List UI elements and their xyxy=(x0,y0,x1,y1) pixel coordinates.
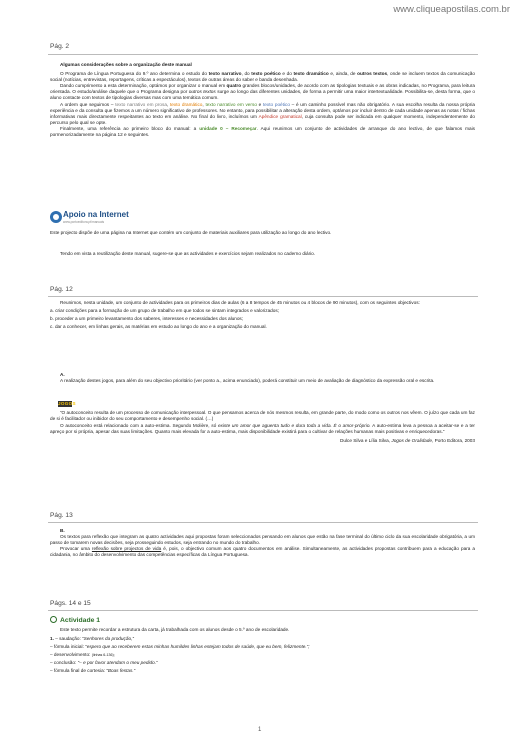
section-header-pag12: Pág. 12 xyxy=(50,286,73,293)
quote-block xyxy=(50,410,475,444)
pag2-paragraph-2: Dando cumprimento a esta determinação, optámos por organizar o manual em quatro grandes blocos/unidades, de acordo com as tipologias textuais e as obras indicadas, no Programa, para leitura orientada. O estudo/análise daquele que o Programa designa por outros textos surge ao longo das diferentes unidades, de forma a permitir uma maior intertextualidade. Possibilita-se, desta forma, que o aluno contacte com textos de tipologias diversas mas com uma temática comum. xyxy=(50,83,475,101)
letter-structure-line: – desenvolvimento: (linhas 6-136); xyxy=(50,652,115,658)
quote-paragraph-1: “O autoconceito resulta de um processo de comunicação interpessoal. O que pensamos acerca de nós mesmos resulta, em grande parte, do modo como os outros nos vêem. O juízo que cada um faz de si é facilitador ou inibidor do seu comportamento e desempenho social. (…) xyxy=(50,410,475,422)
pag13-paragraph-2: Provocar uma reflexão sobre projectos de vida é, pois, o objectivo comum aos quatro documentos em análise. Simultaneamente, as actividades propostas contribuem para a educação para a cidadania, no âmbito do desenvolvimento das competências específicas da Língua Portuguesa. xyxy=(50,546,475,558)
pag1415-block xyxy=(50,627,475,675)
activity-title: Actividade 1 xyxy=(50,616,100,624)
letter-structure-line: – fórmula inicial: “espero que ao receberem estas minhas humildes linhas estejam todos de saúde, que eu bem, felizmente.”; xyxy=(50,644,310,650)
pag13-block xyxy=(50,528,475,558)
globe-icon xyxy=(50,211,62,223)
pag2-heading: Algumas considerações sobre a organização deste manual xyxy=(60,62,192,67)
letter-structure-line: – fórmula final de cortesia: “Boas festas.” xyxy=(50,668,136,674)
jogos-tag: JOGOS xyxy=(58,401,76,406)
label-a: A. xyxy=(60,372,65,377)
letter-structure-line: 1. – saudação: “Senhores da produção,” xyxy=(50,636,134,642)
list-item: b. proceder a um primeiro levantamento dos saberes, interesses e necessidades dos alunos; xyxy=(50,316,244,322)
pag2-paragraph-3: A ordem que seguimos – texto narrativo em prosa, texto dramático, texto narrativo em verso e texto poético – é um caminho possível mas não obrigatório. A sua escolha resulta da nossa própria experiência e da consulta que fizemos a um número significativo de professores. No entanto, para possibilitar a alteração desta ordem, optámos por incluir dentro de cada unidade apenas as notas / fichas informativas mais directamente respeitantes ao texto em análise. No final do livro, incluímos um Apêndice gramatical, cuja consulta pode ser indicada em qualquer momento, independentemente do percurso pelo qual se opte. xyxy=(50,101,476,125)
divider xyxy=(48,54,478,55)
circle-bullet-icon xyxy=(50,616,57,623)
pag1415-paragraph-1: Este texto permite recordar a estrutura da carta, já trabalhada com os alunos desde o 5.º ano de escolaridade. xyxy=(60,627,290,632)
label-b: B. xyxy=(60,528,65,533)
quote-paragraph-2: O autoconceito está relacionado com a auto-estima. Segundo Molière, só existe um amor que aguenta tudo e dura toda a vida. É o amor-próprio. A auto-estima leva a pessoa a aceitar-se e a ter apreço por si própria, apesar das suas limitações. Quanto mais elevada for a auto-estima, mais disponibilidade existirá para o cultivar de relações humanas mais positivas e enriquecedoras.” xyxy=(50,423,475,435)
pag12-block xyxy=(50,300,475,330)
logo-title: Apoio na Internet xyxy=(63,210,129,219)
divider xyxy=(48,296,478,297)
pag12-section-a xyxy=(50,372,475,384)
divider xyxy=(48,610,478,611)
list-item: a. criar condições para a formação de um grupo de trabalho em que todos se sintam integrados e valorizados; xyxy=(50,308,280,314)
pag12-paragraph-1: Reunimos, nesta unidade, um conjunto de actividades para os primeiros dias de aulas (6 a 8 tempos de 45 minutos ou 4 blocos de 90 minutos), com os seguintes objectivos: xyxy=(60,300,420,305)
page-number: 1 xyxy=(258,727,262,733)
section-header-pag1415: Págs. 14 e 15 xyxy=(50,600,91,607)
divider xyxy=(48,522,478,523)
section-header-pag13: Pág. 13 xyxy=(50,512,73,519)
pag2-internet-text xyxy=(50,230,475,236)
pag12-paragraph-2: A realização destes jogos, para além do seu objectivo prioritário (ver ponto a., acima enunciado), poderá constituir um meio de avaliação de diagnóstico da expressão oral e escrita. xyxy=(60,378,435,384)
quote-citation: Dulce Silva e Lília Silva, Jogos de Oralidade, Porto Editora, 2003 xyxy=(340,438,475,444)
site-url[interactable]: www.cliqueapostilas.com.br xyxy=(393,4,510,15)
pag2-block xyxy=(50,62,475,138)
internet-support-logo xyxy=(50,210,130,228)
pag2-reuse-text xyxy=(50,251,475,257)
section-header-pag2: Pág. 2 xyxy=(50,43,70,50)
pag2-paragraph-5: Este projecto dispõe de uma página na Internet que contém um conjunto de materiais auxiliares para utilização ao longo do ano lectivo. xyxy=(50,230,332,235)
pag2-paragraph-4: Finalmente, uma referência ao primeiro bloco do manual: a unidade 0 – Recomeçar. Aqui reunimos um conjunto de actividades de arranque do ano lectivo, de que falamos mais pormenorizadamente na página 12 e seguintes. xyxy=(50,125,475,138)
list-item: c. dar a conhecer, em linhas gerais, as matérias em estudo ao longo do ano e a organização do manual. xyxy=(50,324,267,330)
letter-structure-line: – conclusão: “– e por favor atendam o meu pedido.” xyxy=(50,660,158,666)
pag2-paragraph-6: Tendo em vista a reutilização deste manual, sugere-se que as actividades e exercícios sejam realizados no caderno diário. xyxy=(60,251,316,256)
pag13-paragraph-1: Os textos para reflexão que integram as quatro actividades aqui propostas foram seleccionados pensando em alunos que estão na fase terminal do último ciclo da sua escolaridade obrigatória, a um passo de tomarem novas decisões, seja prosseguindo estudos, seja entrando no mundo do trabalho. xyxy=(50,534,475,546)
pag2-paragraph-1: O Programa de Língua Portuguesa do 9.º ano determina o estudo do texto narrativo, do texto poético e do texto dramático e, ainda, de outros textos, onde se incluem textos da comunicação social (notícias, entrevistas, reportagens, críticas a espectáculos), textos de outras áreas do saber e banda desenhada. xyxy=(50,71,476,83)
logo-url: www.portoeditora.pt/manuais xyxy=(63,220,105,224)
